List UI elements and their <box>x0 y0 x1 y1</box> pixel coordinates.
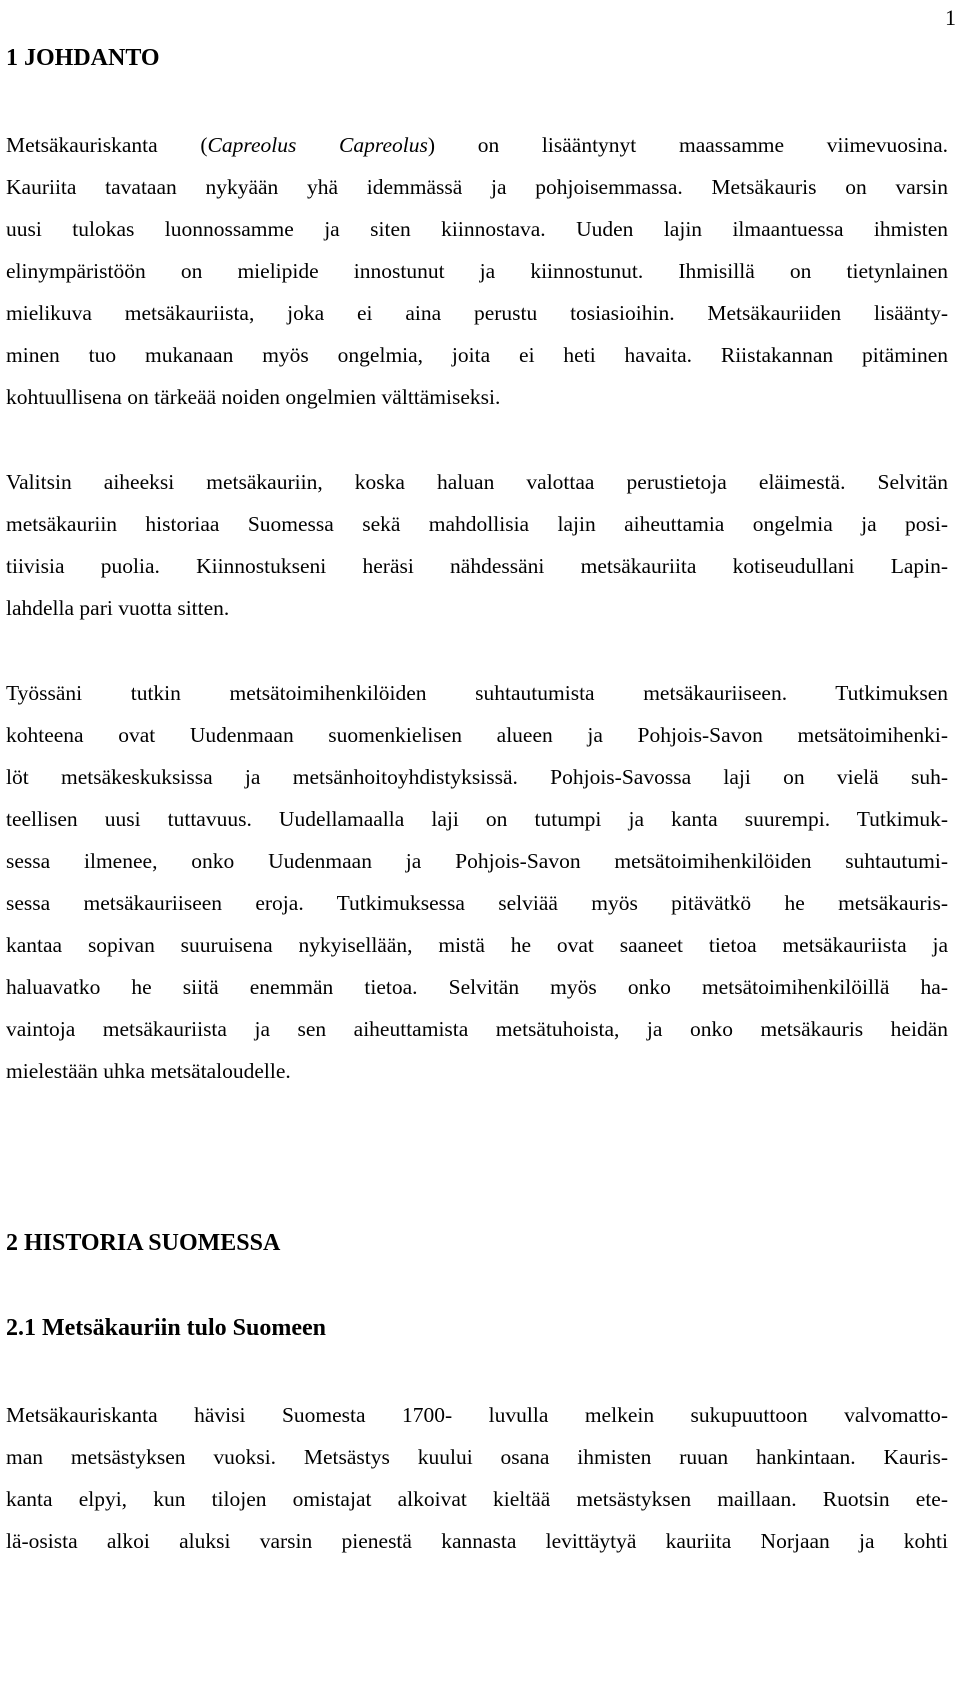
paragraph-line: kohtuullisena on tärkeää noiden ongelmien välttämiseksi. <box>6 385 501 409</box>
paragraph-line <box>6 131 948 159</box>
paragraph-line: man metsästyksen vuoksi. Metsästys kuului osana ihmisten ruuan hankintaan. Kauris- <box>6 1445 948 1469</box>
paragraph-line: Metsäkauriskanta hävisi Suomesta 1700- luvulla melkein sukupuuttoon valvomatto- <box>6 1403 948 1427</box>
paragraph-line: kohteena ovat Uudenmaan suomenkielisen alueen ja Pohjois-Savon metsätoimihenki- <box>6 723 948 747</box>
paragraph-line: teellisen uusi tuttavuus. Uudellamaalla laji on tutumpi ja kanta suurempi. Tutkimuk- <box>6 807 948 831</box>
paragraph-line: metsäkauriin historiaa Suomessa sekä mahdollisia lajin aiheuttamia ongelmia ja posi- <box>6 512 948 536</box>
paragraph-line: sessa metsäkauriiseen eroja. Tutkimuksessa selviää myös pitävätkö he metsäkauris- <box>6 891 948 915</box>
italic-text-run: Capreolus Capreolus <box>207 133 428 157</box>
text-run: ) on lisääntynyt maassamme viimevuosina. <box>427 133 948 157</box>
paragraph-line: minen tuo mukanaan myös ongelmia, joita ei heti havaita. Riistakannan pitäminen <box>6 343 948 367</box>
paragraph-line: lahdella pari vuotta sitten. <box>6 596 230 620</box>
text-run: Metsäkauriskanta ( <box>6 133 208 157</box>
subheading-metsakauriin-tulo: 2.1 Metsäkauriin tulo Suomeen <box>6 1315 327 1341</box>
heading-historia: 2 HISTORIA SUOMESSA <box>6 1230 281 1256</box>
paragraph-line: Kauriita tavataan nykyään yhä idemmässä ja pohjoisemmassa. Metsäkauris on varsin <box>6 175 948 199</box>
paragraph-line: kanta elpyi, kun tilojen omistajat alkoivat kieltää metsästyksen maillaan. Ruotsin ete- <box>6 1487 948 1511</box>
paragraph-line: vaintoja metsäkauriista ja sen aiheuttamista metsätuhoista, ja onko metsäkauris heidän <box>6 1017 948 1041</box>
paragraph-line: tiivisia puolia. Kiinnostukseni heräsi nähdessäni metsäkauriita kotiseudullani Lapin- <box>6 554 948 578</box>
paragraph-line: Työssäni tutkin metsätoimihenkilöiden suhtautumista metsäkauriiseen. Tutkimuksen <box>6 681 948 705</box>
paragraph-line: sessa ilmenee, onko Uudenmaan ja Pohjois-Savon metsätoimihenkilöiden suhtautumi- <box>6 849 948 873</box>
paragraph-line: haluavatko he siitä enemmän tietoa. Selvitän myös onko metsätoimihenkilöillä ha- <box>6 975 948 999</box>
paragraph-line: löt metsäkeskuksissa ja metsänhoitoyhdistyksissä. Pohjois-Savossa laji on vielä suh- <box>6 765 948 789</box>
paragraph-line: kantaa sopivan suuruisena nykyisellään, mistä he ovat saaneet tietoa metsäkauriista ja <box>6 933 948 957</box>
paragraph-line: mielestään uhka metsätaloudelle. <box>6 1059 291 1083</box>
paragraph-line: mielikuva metsäkauriista, joka ei aina perustu tosiasioihin. Metsäkauriiden lisäänty- <box>6 301 948 325</box>
page-number: 1 <box>945 5 956 30</box>
paragraph-line: elinympäristöön on mielipide innostunut ja kiinnostunut. Ihmisillä on tietynlainen <box>6 259 948 283</box>
paragraph-line: Valitsin aiheeksi metsäkauriin, koska haluan valottaa perustietoja eläimestä. Selvitän <box>6 470 948 494</box>
paragraph-line: uusi tulokas luonnossamme ja siten kiinnostava. Uuden lajin ilmaantuessa ihmisten <box>6 217 948 241</box>
paragraph-line: lä-osista alkoi aluksi varsin pienestä kannasta levittäytyä kauriita Norjaan ja kohti <box>6 1529 948 1553</box>
heading-johdanto: 1 JOHDANTO <box>6 45 160 71</box>
